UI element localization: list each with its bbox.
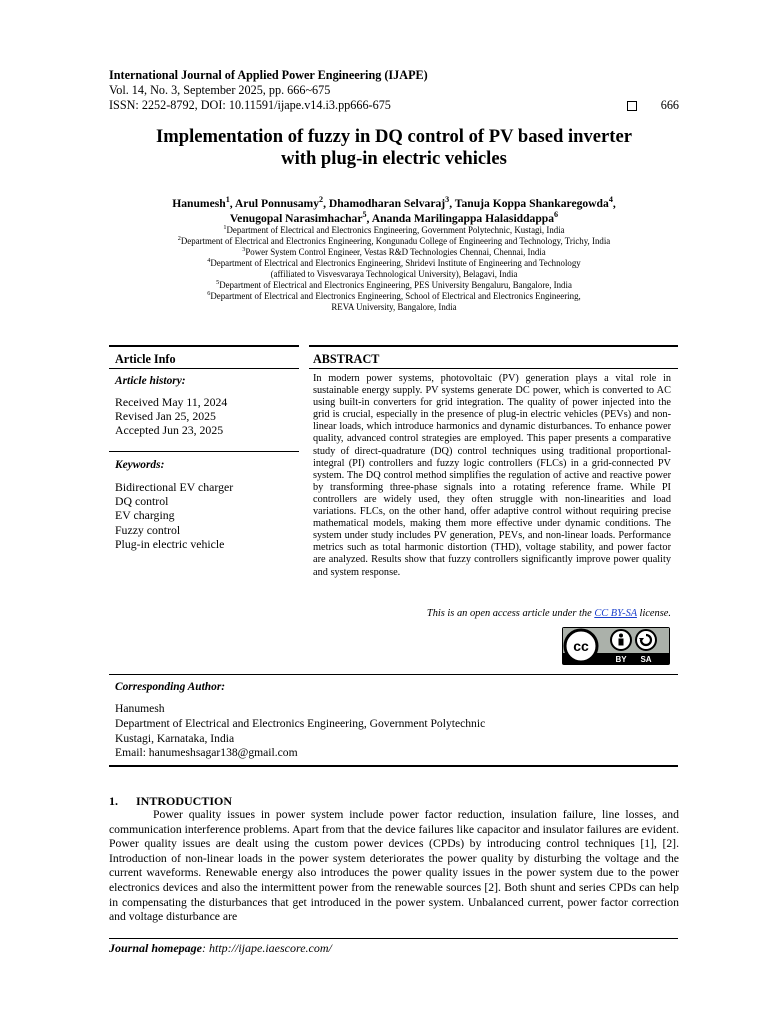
rule-abstract-sub [309,368,678,369]
keyword-list [115,480,233,551]
keyword-item: Bidirectional EV charger [115,480,234,494]
paper-title: Implementation of fuzzy in DQ control of PV based inverter with plug-in electric vehicles [156,126,632,169]
svg-text:cc: cc [573,638,589,654]
author-list: Hanumesh$^1$, Arul Ponnusamy$^2$, Dhamodharan Selvaraj$^3$, Tanuja Koppa Shankaregowda$^4$, Venugopal Narasimhachar$^5$, Ananda Marilingappa Halasiddappa$^6$ [172,195,616,225]
homepage-url[interactable]: : http://ijape.iaescore.com/ [202,941,332,955]
author-name: Venugopal Narasimhachar [229,211,363,225]
rule-corresponding-top [109,674,678,675]
rule-corresponding-bottom [109,765,678,767]
journal-name: International Journal of Applied Power Engineering (IJAPE) [109,68,428,82]
corresponding-email[interactable]: Email: hanumeshsagar138@gmail.com [115,746,298,760]
affiliation-line: (affiliated to Visvesvaraya Technological University), Belagavi, India [270,269,518,279]
rule-article-info-top [109,345,299,347]
issn-doi: ISSN: 2252-8792, DOI: 10.11591/ijape.v14.i3.pp666-675 [109,98,391,112]
introduction-heading: 1. INTRODUCTION [109,794,233,808]
accepted-date: Accepted Jun 23, 2025 [115,423,224,438]
article-history [115,395,227,438]
corresponding-heading: Corresponding Author: [115,681,226,693]
rule-article-info-sub [109,368,299,369]
author-affiliation-mark: 3 [445,195,450,205]
keyword-item: Plug-in electric vehicle [115,536,225,551]
square-bullet-icon [627,101,637,111]
volume-info: Vol. 14, No. 3, September 2025, pp. 666~675 [109,83,331,97]
received-date: Received May 11, 2024 [115,395,228,409]
affiliation-line: REVA University, Bangalore, India [331,302,457,312]
author-name: Ananda Marilingappa Halasiddappa [371,211,555,225]
affiliations [109,225,679,313]
abstract-heading: ABSTRACT [313,352,380,366]
corresponding-author [115,702,485,761]
author-affiliation-mark: 2 [319,195,324,205]
corresponding-dept: Department of Electrical and Electronics Engineering, Government Polytechnic [115,716,486,730]
cc-by-label: BY [615,655,627,664]
keyword-item: DQ control [115,494,169,509]
cc-by-sa-link[interactable]: CC BY-SA [594,608,637,619]
affiliation-line: $^4$Department of Electrical and Electronics Engineering, Shridevi Institute of Engineering and Technology [207,257,581,268]
journal-homepage: Journal homepage: http://ijape.iaescore.com/ [109,941,332,955]
affiliation-line: $^5$Department of Electrical and Electronics Engineering, PES University Bengaluru, Bangalore, India [216,279,572,290]
keyword-item: EV charging [115,508,175,523]
article-info-heading: Article Info [115,352,176,366]
author-name: Hanumesh [172,197,226,210]
author-affiliation-mark: 1 [225,195,230,205]
article-history-heading: Article history: [115,375,186,387]
author-name: Dhamodharan Selvaraj [328,197,446,210]
abstract-text: In modern power systems, photovoltaic (PV) generation plays a vital role in sustainable energy supply. PV systems generate DC power, which is converted to AC using built-in converters for grid integration. The quality of power injected into the grid is crucial, especially in the presence of plug-in electric vehicles (PEVs) and non-linear loads, which introduce harmonics and dynamic disturbances. To enhance power quality, advanced control strategies are employed. This paper presents a comparative study of direct-quadrature (DQ) control techniques using traditional proportional-integral (PI) controllers and fuzzy logic controllers (FLCs) in a grid-connected PV system. The DQ control method simplifies the regulation of active and reactive power by transforming three-phase signals into a rotating reference frame. While PI controllers are widely used, they often struggle with non-linearities and load variations. FLCs, on the other hand, offer adaptive control without requiring precise mathematical models, making them more effective under dynamic conditions. The system under study includes PV generation, PEVs, and non-linear loads. Performance metrics such as total harmonic distortion (THD), voltage stability, and power factor are analyzed. Results show that fuzzy controllers significantly improve power quality and system response. [313,373,671,578]
cc-sa-label: SA [640,655,652,664]
affiliation-line: $^3$Power System Control Engineer, Vestas R&D Technologies Chennai, Chennai, India [242,246,546,257]
author-affiliation-mark: 6 [554,209,559,219]
affiliation-line: $^2$Department of Electrical and Electronics Engineering, Kongunadu College of Engineering and Technology, Trichy, India [177,235,611,246]
introduction-text: Power quality issues in power system include power factor reduction, insulation failure, line losses, and communication interference problems. Apart from that the device failures like capacitor and insulator failures are evident. Power quality issues are dealt using the custom power devices (CPDs) by introducing control techniques [1], [2]. Introduction of non-linear loads in the power system deteriorates the power quality by disturbing the voltage and the current waveforms. Renewable energy also introduces the power quality issues in the power system due to the power electronics devices and also the intermittent power from the renewable sources [2]. Both shunt and series CPDs can help in compensating the disturbances that get introduced in the power system. Unbalanced current, power factor correction and voltage disturbance are [109,808,679,924]
journal-header [109,68,679,113]
issn-row [109,98,679,113]
corresponding-name: Hanumesh [115,702,165,715]
author-affiliation-mark: 4 [608,195,613,205]
affiliation-line: $^6$Department of Electrical and Electronics Engineering, School of Electrical and Electronics Engineering, [207,290,581,301]
cc-by-sa-badge[interactable] [562,627,670,665]
share-alike-icon [636,630,656,650]
author-affiliation-mark: 5 [362,209,367,219]
author-name: Arul Ponnusamy [234,197,319,210]
revised-date: Revised Jan 25, 2025 [115,409,216,424]
rule-keywords [109,451,299,452]
keywords-heading: Keywords: [115,459,165,471]
author-name: Tanuja Koppa Shankaregowda [454,197,609,210]
corresponding-place: Kustagi, Karnataka, India [115,731,235,745]
rule-footer [109,938,678,939]
keyword-item: Fuzzy control [115,522,181,537]
affiliation-line: $^1$Department of Electrical and Electronics Engineering, Government Polytechnic, Kustagi, India [223,224,565,235]
page-number: 666 [660,98,679,112]
rule-abstract-top [309,345,678,347]
open-access-note: This is an open access article under the CC BY-SA license. [426,608,671,619]
